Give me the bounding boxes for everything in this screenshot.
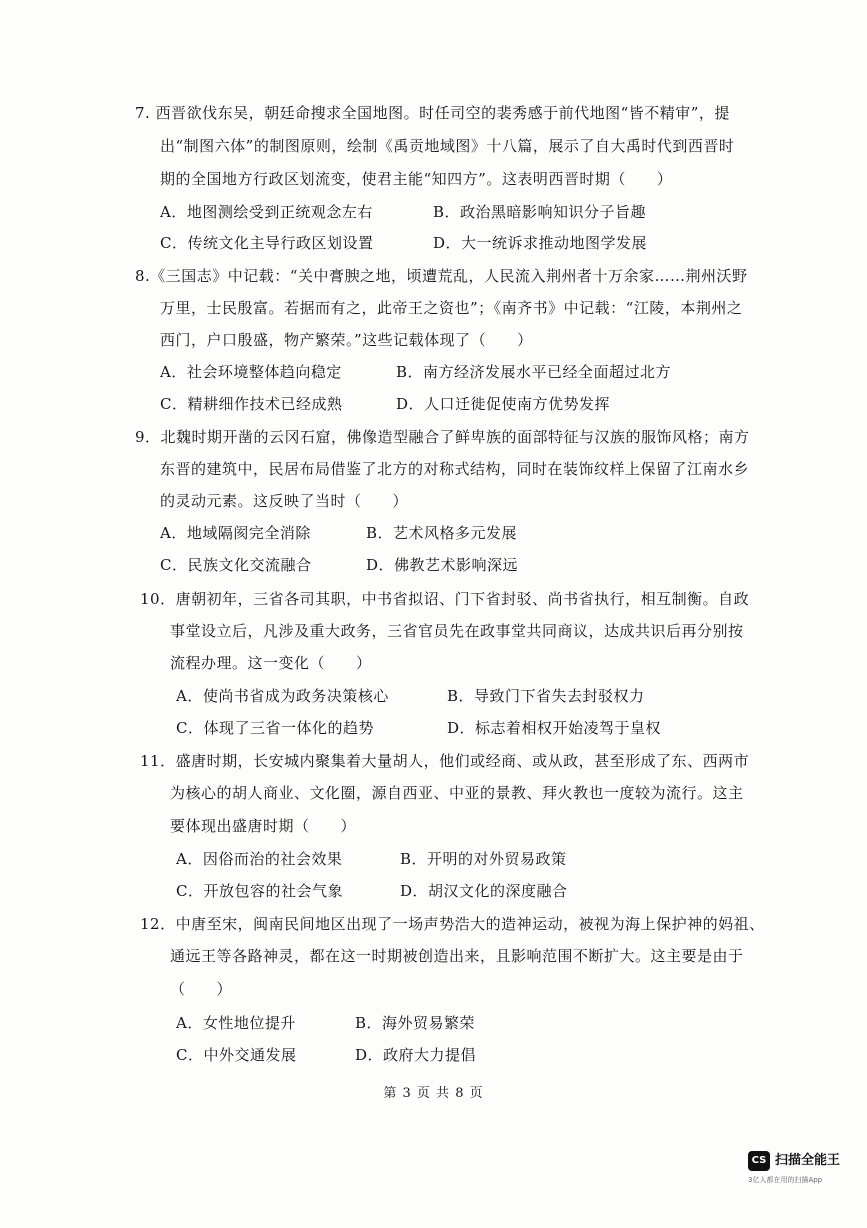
page-number-footer: 第 3 页 共 8 页 xyxy=(383,1086,484,1101)
question-12-option-c: C．中外交通发展 xyxy=(176,1046,297,1064)
question-7-option-a: A．地图测绘受到正统观念左右 xyxy=(160,203,373,221)
question-10-line-1: 10．唐朝初年，三省各司其职，中书省拟诏、门下省封驳、尚书省执行，相互制衡。自政 xyxy=(140,590,750,608)
question-10-option-a: A．使尚书省成为政务决策核心 xyxy=(176,687,389,705)
question-12-line-3: （ ） xyxy=(170,980,233,998)
question-7-option-d: D．大一统诉求推动地图学发展 xyxy=(433,234,648,252)
question-8-option-b: B．南方经济发展水平已经全面超过北方 xyxy=(396,363,672,381)
question-12-option-a: A．女性地位提升 xyxy=(176,1014,296,1032)
scanner-app-name: 扫描全能王 xyxy=(775,1153,841,1168)
question-11-line-1: 11．盛唐时期，长安城内聚集着大量胡人，他们或经商、或从政，甚至形成了东、西两市 xyxy=(140,752,750,770)
scanner-watermark xyxy=(748,1151,860,1205)
question-11-option-a: A．因俗而治的社会效果 xyxy=(176,850,343,868)
question-8-line-3: 西门，户口殷盛，物产繁荣。”这些记载体现了（ ） xyxy=(160,331,533,349)
question-9-option-b: B．艺术风格多元发展 xyxy=(366,524,518,542)
question-8-line-1: 8.《三国志》中记载：“关中膏腴之地，顷遭荒乱，人民流入荆州者十万余家……荆州沃野 xyxy=(135,267,748,285)
question-11-option-c: C．开放包容的社会气象 xyxy=(176,882,343,900)
question-9-line-3: 的灵动元素。这反映了当时（ ） xyxy=(160,492,409,510)
cs-logo-icon: CS xyxy=(748,1151,770,1171)
question-7-line-2: 出“制图六体”的制图原则，绘制《禹贡地域图》十八篇，展示了自大禹时代到西晋时 xyxy=(160,137,735,155)
question-12-option-d: D．政府大力提倡 xyxy=(355,1046,477,1064)
question-7-line-3: 期的全国地方行政区划流变，使君主能“知四方”。这表明西晋时期（ ） xyxy=(160,170,673,188)
question-9-option-d: D．佛教艺术影响深远 xyxy=(366,556,519,574)
question-10-line-3: 流程办理。这一变化（ ） xyxy=(170,654,372,672)
question-9-line-1: 9．北魏时期开凿的云冈石窟，佛像造型融合了鲜卑族的面部特征与汉族的服饰风格；南方 xyxy=(135,428,750,446)
question-9-line-2: 东晋的建筑中，民居布局借鉴了北方的对称式结构，同时在装饰纹样上保留了江南水乡 xyxy=(160,460,750,478)
question-10-line-2: 事堂设立后，凡涉及重大政务，三省官员先在政事堂共同商议，达成共识后再分别按 xyxy=(170,622,744,640)
question-10-option-d: D．标志着相权开始凌驾于皇权 xyxy=(447,719,662,737)
question-8-line-2: 万里，士民殷富。若据而有之，此帝王之资也”；《南齐书》中记载：“江陵，本荆州之 xyxy=(160,299,743,317)
question-11-line-2: 为核心的胡人商业、文化圈，源自西亚、中亚的景教、拜火教也一度较为流行。这主 xyxy=(170,784,744,802)
question-8-option-a: A．社会环境整体趋向稳定 xyxy=(160,363,342,381)
question-11-line-3: 要体现出盛唐时期（ ） xyxy=(170,817,357,835)
question-7-option-c: C．传统文化主导行政区划设置 xyxy=(160,234,374,252)
question-11-option-b: B．开明的对外贸易政策 xyxy=(400,850,567,868)
question-10-option-c: C．体现了三省一体化的趋势 xyxy=(176,719,374,737)
question-10-option-b: B．导致门下省失去封驳权力 xyxy=(447,687,645,705)
question-8-option-d: D．人口迁徙促使南方优势发挥 xyxy=(396,395,611,413)
question-11-option-d: D．胡汉文化的深度融合 xyxy=(400,882,568,900)
question-8-option-c: C．精耕细作技术已经成熟 xyxy=(160,395,343,413)
scanner-app-tagline: 3亿人都在用的扫描App xyxy=(748,1176,823,1184)
question-12-option-b: B．海外贸易繁荣 xyxy=(355,1014,476,1032)
question-7-line-1: 7. 西晋欲伐东吴，朝廷命搜求全国地图。时任司空的裴秀感于前代地图“皆不精审”，提 xyxy=(135,104,730,122)
question-12-line-2: 通远王等各路神灵，都在这一时期被创造出来，且影响范围不断扩大。这主要是由于 xyxy=(170,947,744,965)
question-9-option-c: C．民族文化交流融合 xyxy=(160,556,312,574)
question-7-option-b: B．政治黑暗影响知识分子旨趣 xyxy=(433,203,647,221)
question-12-line-1: 12．中唐至宋，闽南民间地区出现了一场声势浩大的造神运动，被视为海上保护神的妈祖、 xyxy=(140,915,765,933)
question-9-option-a: A．地域隔阂完全消除 xyxy=(160,524,311,542)
